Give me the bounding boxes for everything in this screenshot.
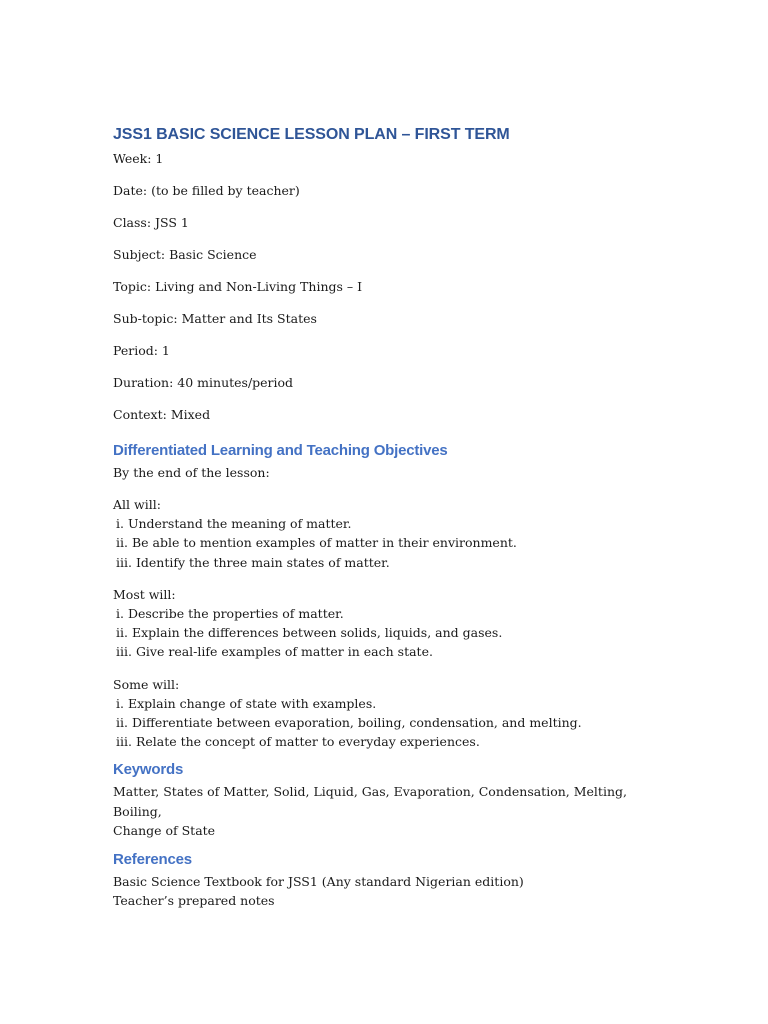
meta-topic: Topic: Living and Non-Living Things – I [113,279,363,294]
objectives-heading: Differentiated Learning and Teaching Objectives [113,442,448,459]
objective-item: i. Understand the meaning of matter. [116,516,352,532]
meta-subtopic: Sub-topic: Matter and Its States [113,311,317,326]
objective-item: i. Describe the properties of matter. [116,606,344,622]
meta-subject: Subject: Basic Science [113,247,257,262]
objective-item: iii. Give real-life examples of matter in each state. [116,644,433,660]
meta-week: Week: 1 [113,151,164,166]
keywords-heading: Keywords [113,761,184,779]
objective-group-most [113,585,668,662]
objectives-section [113,440,668,751]
references-heading: References [113,851,192,869]
objective-item: ii. Explain the differences between solids, liquids, and gases. [116,625,503,641]
objective-group-all [113,495,668,572]
meta-period: Period: 1 [113,343,170,358]
objective-group-label: Some will: [113,676,180,692]
lesson-meta [113,149,668,437]
objective-group-label: Most will: [113,586,176,602]
objective-item: ii. Be able to mention examples of matter in their environment. [116,535,517,551]
meta-class: Class: JSS 1 [113,215,189,230]
objective-item: i. Explain change of state with examples. [116,695,377,711]
keywords-line: Matter, States of Matter, Solid, Liquid, Gas, Evaporation, Condensation, Melting, Boiling, [113,784,627,819]
references-list [113,872,668,910]
reference-item: Teacher’s prepared notes [113,893,275,909]
meta-duration: Duration: 40 minutes/period [113,375,294,390]
reference-item: Basic Science Textbook for JSS1 (Any standard Nigerian edition) [113,874,524,890]
meta-context: Context: Mixed [113,407,211,422]
objective-item: iii. Relate the concept of matter to everyday experiences. [116,734,480,750]
objective-item: ii. Differentiate between evaporation, boiling, condensation, and melting. [116,715,582,731]
objective-item: iii. Identify the three main states of matter. [116,554,390,570]
meta-date: Date: (to be filled by teacher) [113,183,300,198]
objectives-intro: By the end of the lesson: [113,465,270,480]
keywords-line: Change of State [113,822,216,838]
objective-group-some [113,675,668,752]
references-section [113,849,668,910]
keywords-section [113,759,668,840]
keywords-text [113,782,668,840]
document-title: JSS1 BASIC SCIENCE LESSON PLAN – FIRST TERM [113,126,510,143]
objective-group-label: All will: [113,497,161,512]
